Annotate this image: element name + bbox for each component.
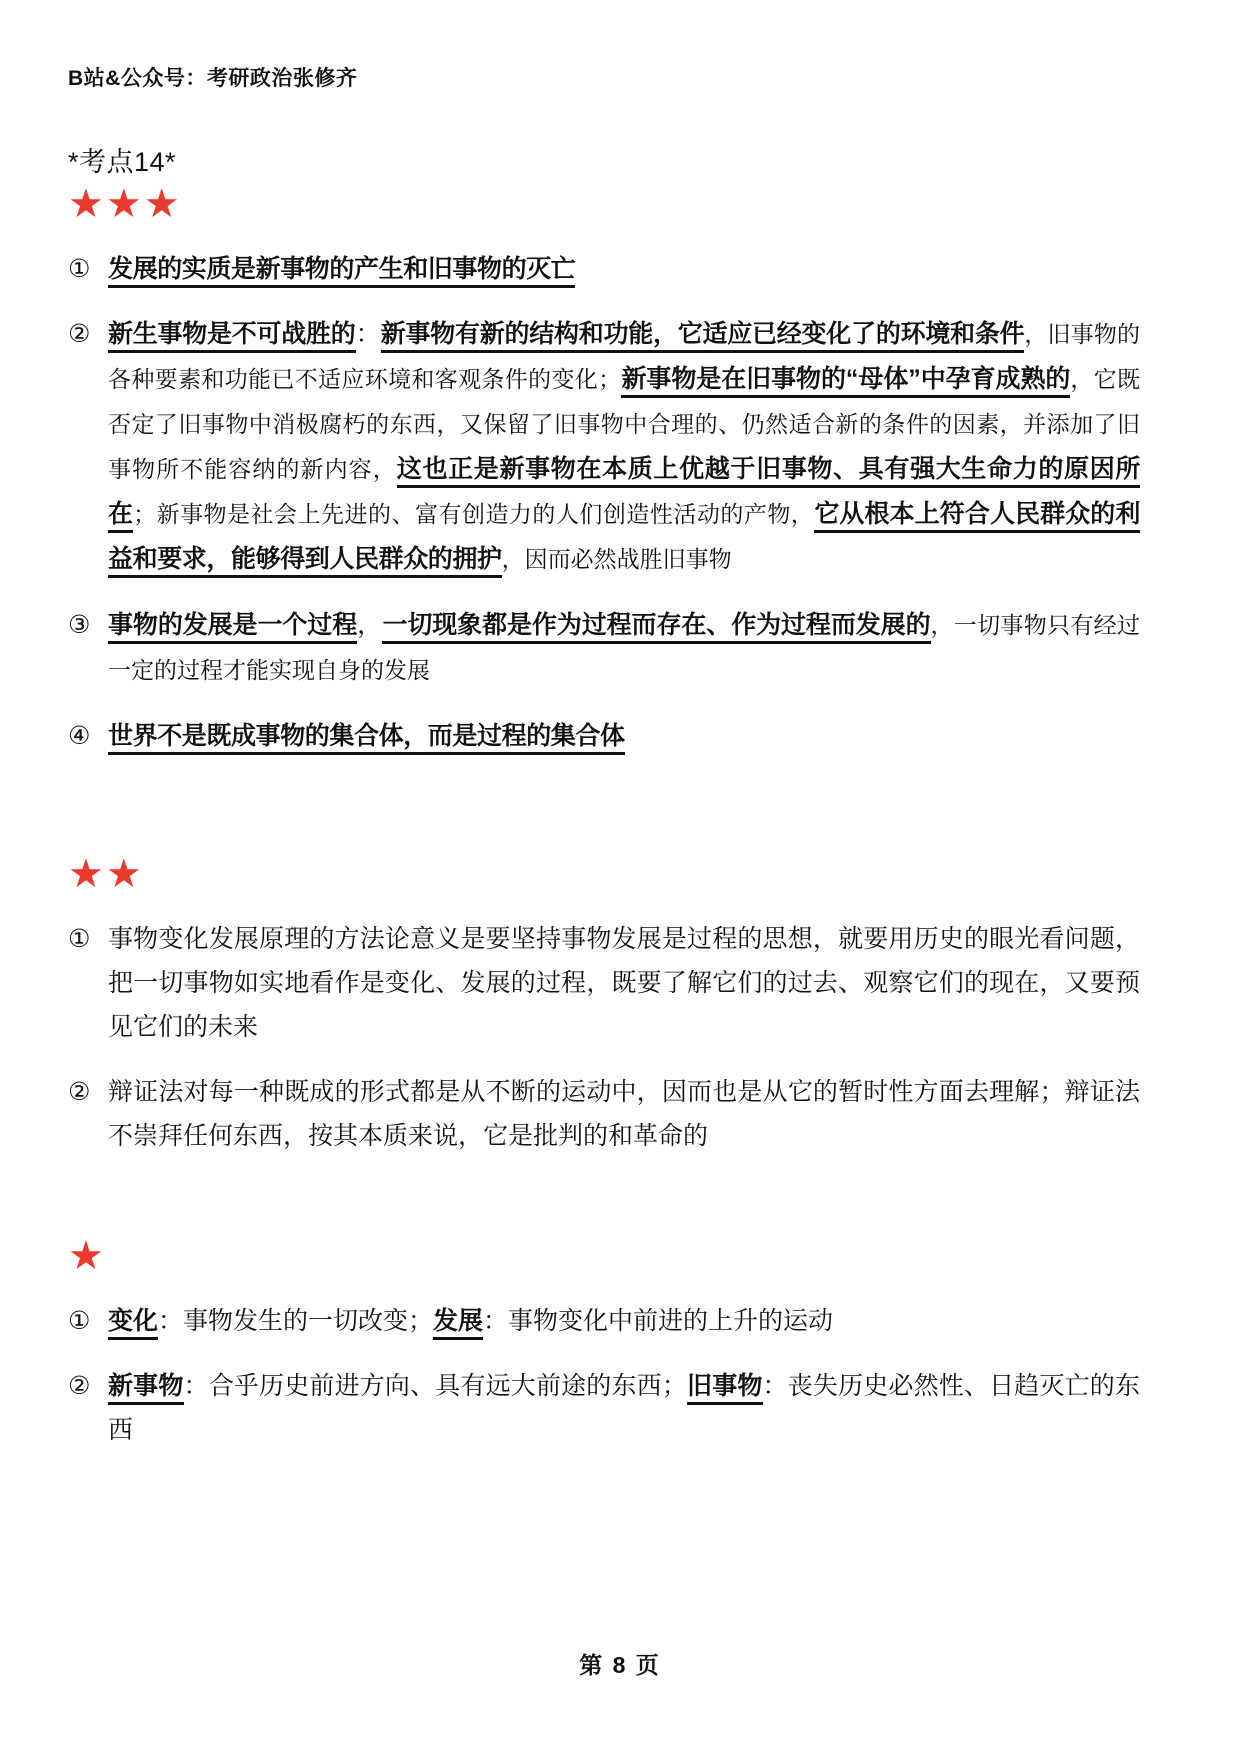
page-footer: 第 8 页 — [579, 1652, 661, 1678]
list-item-marker: ① — [68, 1306, 91, 1335]
list-item — [68, 917, 1140, 1049]
star-rating-3: ★★★ — [68, 182, 182, 226]
body-text: ： — [355, 320, 381, 348]
list-item-body — [108, 1070, 1140, 1158]
list-item-marker: ① — [68, 924, 91, 953]
star-rating-1: ★ — [68, 1234, 106, 1278]
sections-container — [68, 183, 1140, 1452]
emphasised-text: 世界不是既成事物的集合体，而是过程的集合体 — [108, 722, 625, 755]
brand-header: B站&公众号：考研政治张修齐 — [68, 67, 358, 90]
star-rating-2: ★★ — [68, 852, 144, 896]
emphasised-text: 这也正是新事物在本质上优越于旧事物、具有强大生命力的原因所在 — [108, 455, 1140, 533]
list-item — [68, 603, 1140, 693]
list-item-body — [108, 714, 1140, 758]
body-text: ，旧事物的各种要素和功能已不适应环境和客观条件的变化； — [108, 322, 1140, 393]
emphasised-text: 新事物是在旧事物的“母体”中孕育成熟的 — [621, 365, 1070, 398]
section-spacer — [68, 779, 1140, 853]
list-item — [68, 247, 1140, 291]
list-item-body — [108, 312, 1140, 582]
emphasised-text: 一切现象都是作为过程而存在、作为过程而发展的 — [382, 611, 930, 644]
list-item-body — [108, 1299, 1140, 1343]
body-text: 事物变化发展原理的方法论意义是要坚持事物发展是过程的思想，就要用历史的眼光看问题，把一切事物如实地看作是变化、发展的过程，既要了解它们的过去、观察它们的现在，又要预见它们的未来 — [108, 925, 1140, 1041]
body-text: ；新事物是社会上先进的、富有创造力的人们创造性活动的产物， — [133, 502, 815, 528]
body-text: ， — [357, 611, 383, 639]
list-item-marker: ② — [68, 1371, 91, 1400]
body-text: ：丧失历史必然性、日趋灭亡的东西 — [108, 1372, 1140, 1444]
emphasised-text: 新生事物是不可战胜的 — [108, 320, 356, 353]
body-text: ：合乎历史前进方向、具有远大前途的东西； — [183, 1372, 687, 1400]
body-text: ：事物变化中前进的上升的运动 — [483, 1307, 834, 1335]
emphasised-text: 变化 — [108, 1307, 158, 1340]
list-item-marker: ③ — [68, 610, 91, 639]
list-item-body — [108, 1364, 1140, 1452]
list-item-body — [108, 603, 1140, 693]
list-item — [68, 714, 1140, 758]
section-spacer — [68, 1179, 1140, 1235]
list-item-body — [108, 917, 1140, 1049]
body-text: ，它既否定了旧事物中消极腐朽的东西，又保留了旧事物中合理的、仍然适合新的条件的因素，并添加了旧事物所不能容纳的新内容， — [108, 367, 1141, 483]
page-title: *考点14* — [68, 147, 177, 177]
list-item — [68, 1299, 1140, 1343]
list-item-marker: ② — [68, 319, 91, 348]
list-item — [68, 1070, 1140, 1158]
body-text: ，因而必然战胜旧事物 — [501, 547, 732, 573]
emphasised-text: 发展的实质是新事物的产生和旧事物的灭亡 — [108, 255, 575, 288]
list-item — [68, 312, 1140, 582]
list-item — [68, 1364, 1140, 1452]
emphasised-text: 事物的发展是一个过程 — [108, 611, 357, 644]
body-text: ，一切事物只有经过一定的过程才能实现自身的发展 — [108, 613, 1140, 684]
list-item-marker: ④ — [68, 721, 91, 750]
emphasised-text: 发展 — [433, 1307, 483, 1340]
emphasised-text: 新事物有新的结构和功能，它适应已经变化了的环境和条件 — [381, 320, 1025, 353]
body-text: ：事物发生的一切改变； — [158, 1307, 434, 1335]
emphasised-text: 它从根本上符合人民群众的利益和要求，能够得到人民群众的拥护 — [108, 500, 1140, 578]
emphasised-text: 旧事物 — [687, 1372, 763, 1405]
list-item-marker: ② — [68, 1077, 91, 1106]
list-item-marker: ① — [68, 254, 91, 283]
list-item-body — [108, 247, 1140, 291]
body-text: 辩证法对每一种既成的形式都是从不断的运动中，因而也是从它的暂时性方面去理解；辩证法不崇拜任何东西，按其本质来说，它是批判的和革命的 — [108, 1078, 1140, 1150]
emphasised-text: 新事物 — [108, 1372, 184, 1405]
